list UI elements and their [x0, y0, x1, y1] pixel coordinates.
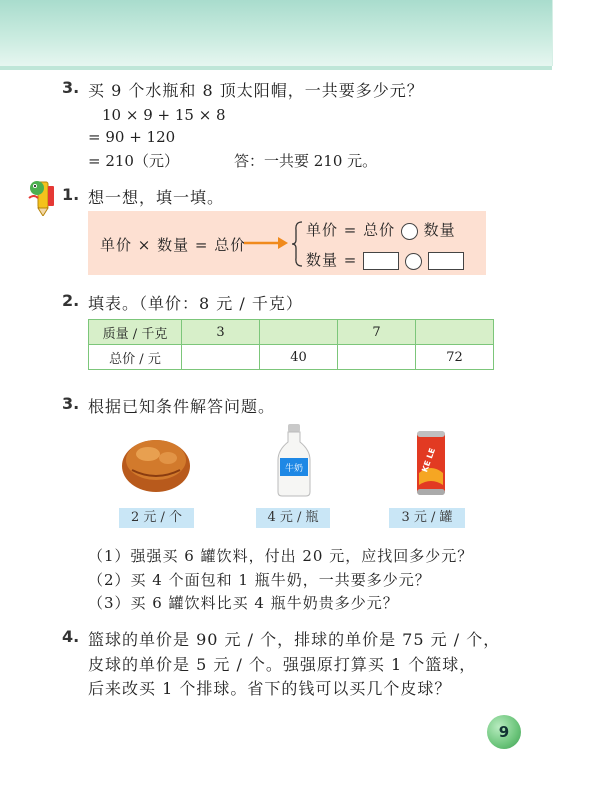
row-label: 总价 / 元 — [89, 345, 182, 370]
exercise-number: 2. — [62, 291, 80, 310]
milk-label: 牛奶 — [284, 464, 304, 474]
lower-formula-left: 数量 = — [306, 251, 358, 269]
table-cell[interactable]: 40 — [260, 345, 338, 370]
problem-line-2: 皮球的单价是 5 元 / 个。强强原打算买 1 个篮球， — [88, 655, 477, 674]
problem-number: 3. — [62, 78, 80, 97]
table-cell[interactable]: 7 — [338, 320, 416, 345]
operator-circle-2[interactable] — [405, 253, 422, 270]
price-tag-bread: 2 元 / 个 — [119, 508, 194, 528]
exercise-text: 想一想，填一填。 — [88, 188, 225, 207]
table-row — [89, 345, 494, 370]
calc-line-1: 10 × 9 + 15 × 8 — [102, 106, 226, 124]
brace-icon — [290, 220, 304, 268]
price-tag-milk: 4 元 / 瓶 — [256, 508, 330, 528]
row-label: 质量 / 千克 — [89, 320, 182, 345]
formula-left: 单价 × 数量 = 总价 — [100, 236, 247, 254]
pencil-mascot-icon — [26, 176, 60, 216]
exercise-number: 3. — [62, 394, 80, 413]
calc-line-2: = 90 + 120 — [88, 128, 176, 146]
lower-formula — [306, 249, 464, 270]
milk-bottle-icon — [276, 424, 312, 498]
table-cell[interactable]: 3 — [182, 320, 260, 345]
header-banner-line — [0, 66, 552, 70]
table-cell[interactable] — [260, 320, 338, 345]
sub-question-2: （2）买 4 个面包和 1 瓶牛奶，一共要多少元？ — [88, 571, 431, 589]
soda-can-icon — [415, 429, 447, 497]
exercise-text: 根据已知条件解答问题。 — [88, 397, 276, 416]
exercise-number: 1. — [62, 185, 80, 204]
table-cell[interactable] — [416, 320, 494, 345]
table-cell[interactable] — [338, 345, 416, 370]
operator-circle[interactable] — [401, 223, 418, 240]
sub-question-3: （3）买 6 罐饮料比买 4 瓶牛奶贵多少元？ — [88, 594, 399, 612]
price-table — [88, 319, 494, 370]
exercise-number: 4. — [62, 627, 80, 646]
blank-box-1[interactable] — [363, 252, 399, 270]
blank-box-2[interactable] — [428, 252, 464, 270]
header-banner — [0, 0, 553, 66]
table-cell[interactable] — [182, 345, 260, 370]
arrow-icon — [244, 236, 288, 250]
upper-formula-right: 数量 — [423, 221, 456, 239]
bread-icon — [120, 430, 192, 496]
sub-question-1: （1）强强买 6 罐饮料，付出 20 元，应找回多少元？ — [88, 547, 474, 565]
answer-text: 答：一共要 210 元。 — [234, 152, 378, 170]
problem-text: 买 9 个水瓶和 8 顶太阳帽，一共要多少元？ — [88, 81, 424, 100]
problem-line-1: 篮球的单价是 90 元 / 个，排球的单价是 75 元 / 个， — [88, 630, 501, 649]
problem-line-3: 后来改买 1 个排球。省下的钱可以买几个皮球？ — [88, 679, 452, 698]
price-tag-soda: 3 元 / 罐 — [389, 508, 465, 528]
page-number: 9 — [487, 715, 521, 749]
upper-formula — [306, 219, 456, 240]
calc-line-3: = 210（元） — [88, 152, 179, 170]
table-cell[interactable]: 72 — [416, 345, 494, 370]
upper-formula-left: 单价 = 总价 — [306, 221, 396, 239]
soda-label: KE LE — [420, 446, 438, 474]
table-row — [89, 320, 494, 345]
exercise-text: 填表。（单价：8 元 / 千克） — [88, 294, 303, 313]
